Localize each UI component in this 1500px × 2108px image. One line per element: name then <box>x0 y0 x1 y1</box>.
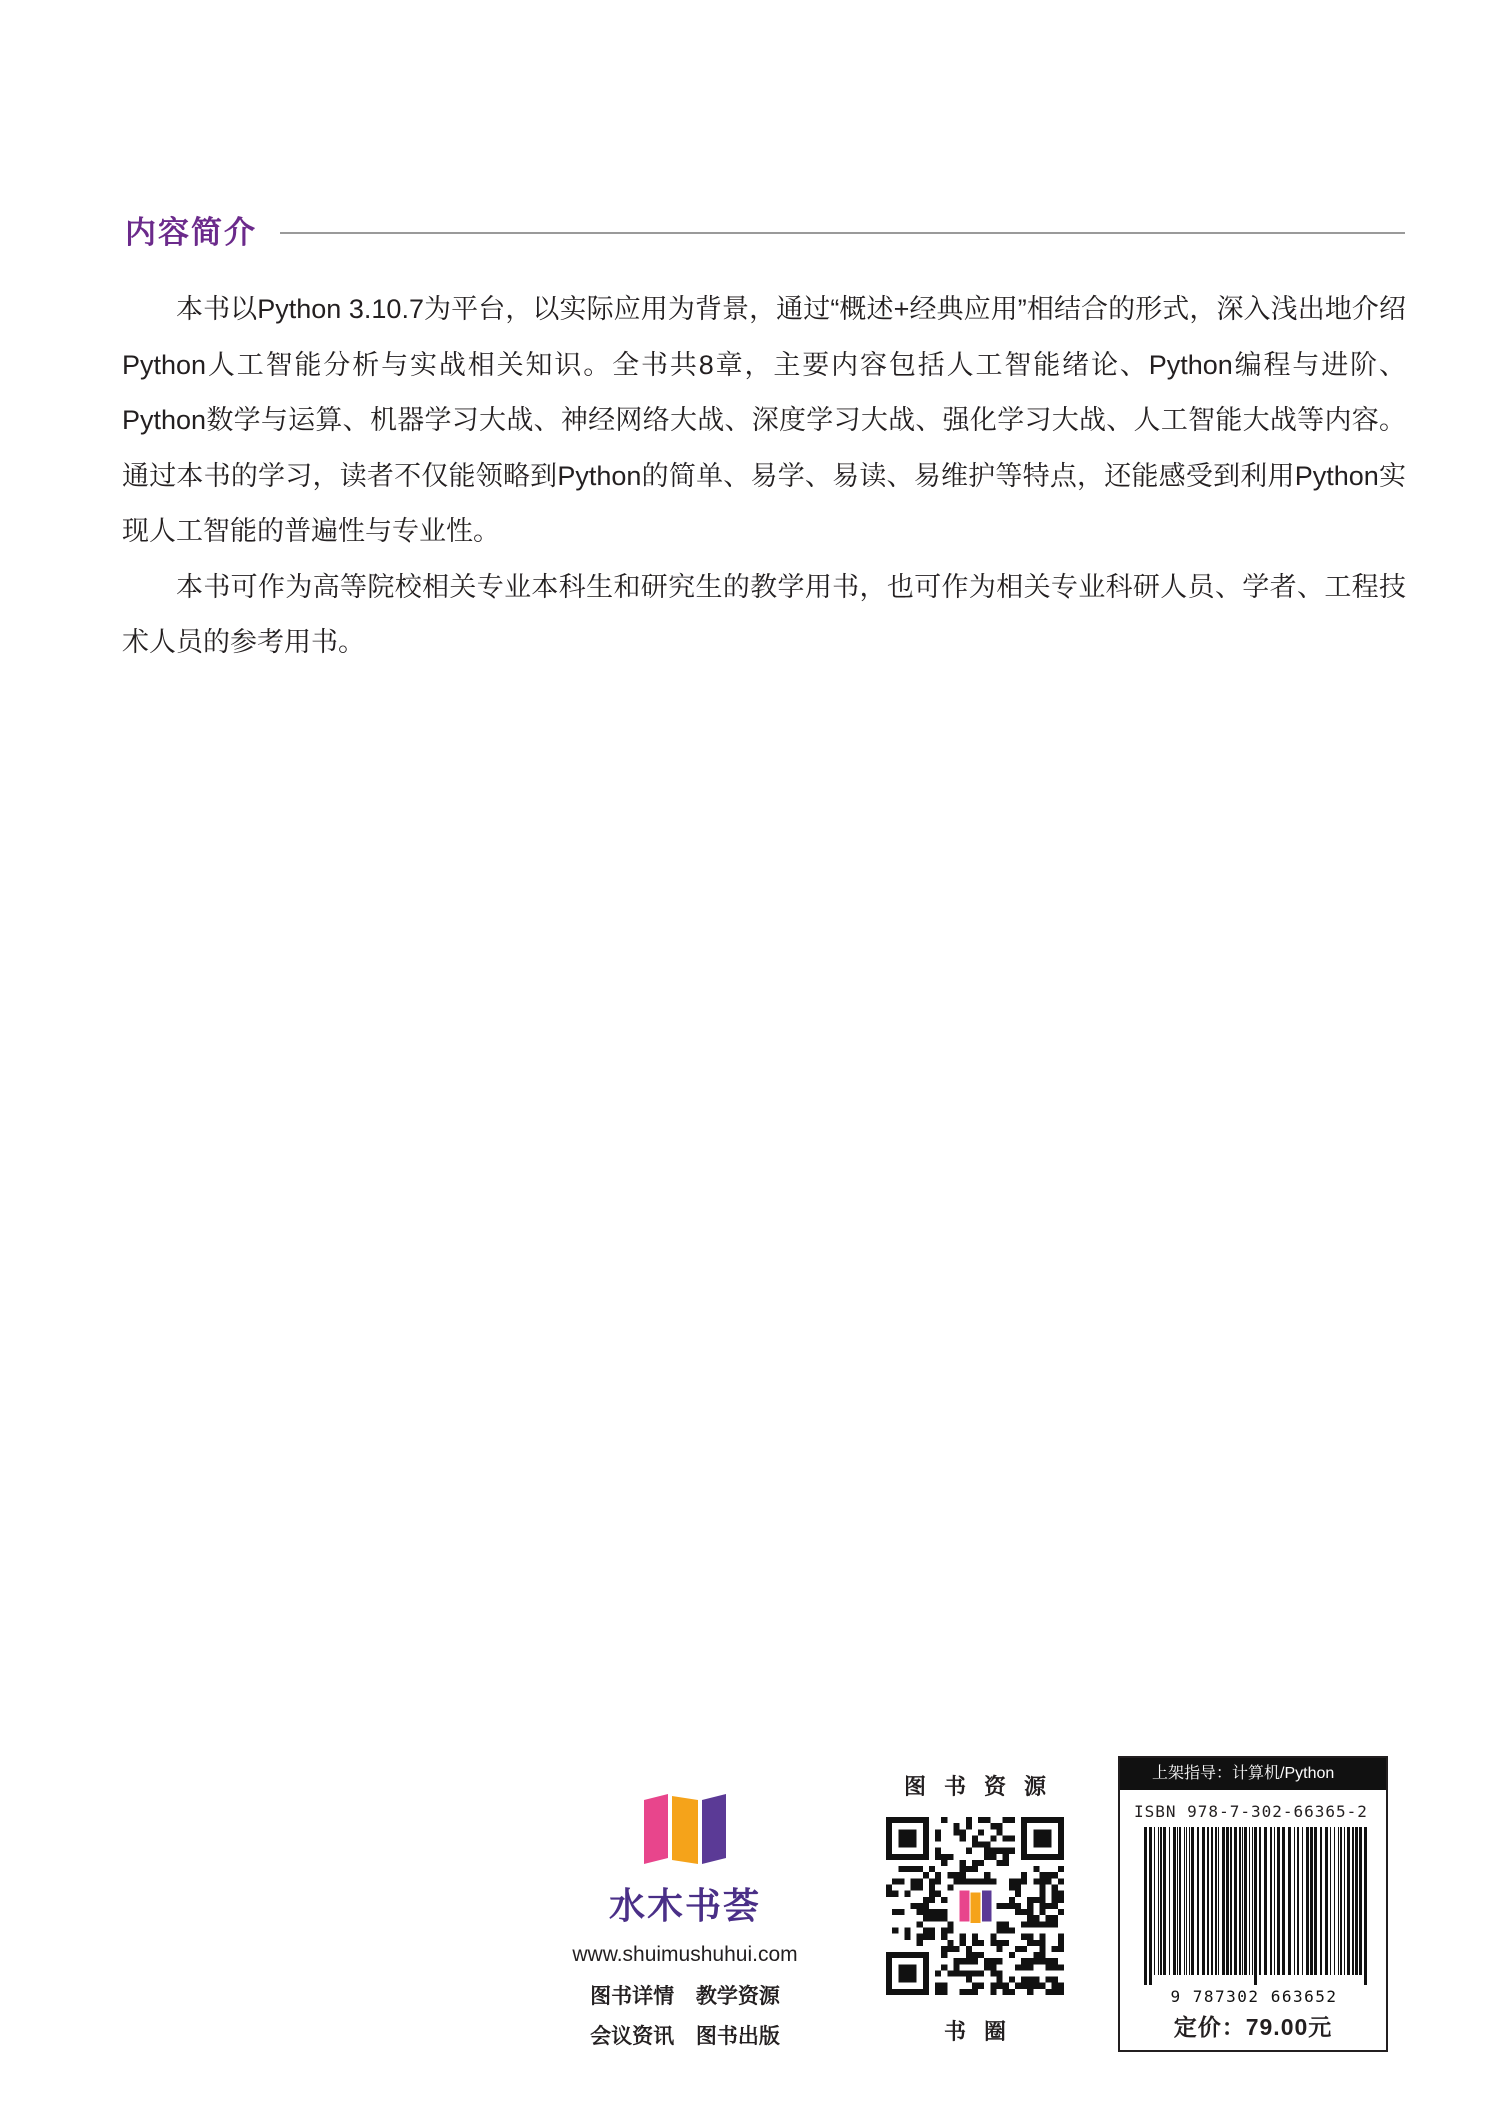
section-header <box>125 208 1405 258</box>
barcode-number: 9 787302 663652 <box>1170 1987 1338 2006</box>
qr-bottom-label: 书圈 <box>943 2019 1024 2044</box>
section-divider <box>280 232 1405 234</box>
link-book-publishing[interactable]: 图书出版 <box>695 2025 780 2048</box>
link-teaching-resources[interactable]: 教学资源 <box>695 1985 780 2008</box>
link-book-details[interactable]: 图书详情 <box>590 1985 675 2008</box>
qr-code-icon[interactable] <box>886 1817 1064 1995</box>
publisher-name: 水木书荟 <box>608 1885 761 1927</box>
link-conference-news[interactable]: 会议资讯 <box>590 2025 675 2048</box>
publisher-url[interactable]: www.shuimushuhui.com <box>572 1943 798 1966</box>
price: 定价：79.00元 <box>1173 2014 1333 2040</box>
shelving-category: 上架指导：计算机/Python <box>1120 1758 1386 1790</box>
section-title: 内容简介 <box>125 215 257 250</box>
barcode-box <box>1118 1756 1388 2052</box>
intro-text <box>122 282 1406 671</box>
publisher-block <box>555 1790 815 2057</box>
intro-paragraph-2: 本书可作为高等院校相关专业本科生和研究生的教学用书，也可作为相关专业科研人员、学者、工程技术人员的参考用书。 <box>122 571 1406 657</box>
qr-block <box>880 1770 1070 2046</box>
intro-paragraph-1: 本书以Python 3.10.7为平台，以实际应用为背景，通过“概述+经典应用”相结合的形式，深入浅出地介绍Python人工智能分析与实战相关知识。全书共8章，主要内容包括人工智能绪论、Python编程与进阶、Python数学与运算、机器学习大战、神经网络大战、深度学习大战、强化学习大战、人工智能大战等内容。通过本书的学习，读者不仅能领略到Python的简单、易学、易读、易维护等特点，还能感受到利用Python实现人工智能的普遍性与专业性。 <box>122 294 1406 546</box>
publisher-links <box>555 1977 815 2057</box>
isbn-text: ISBN 978-7-302-66365-2 <box>1134 1802 1368 1821</box>
qr-top-label: 图书资源 <box>903 1774 1064 1799</box>
barcode-icon <box>1134 1827 1374 2007</box>
book-logo-icon <box>640 1790 730 1870</box>
